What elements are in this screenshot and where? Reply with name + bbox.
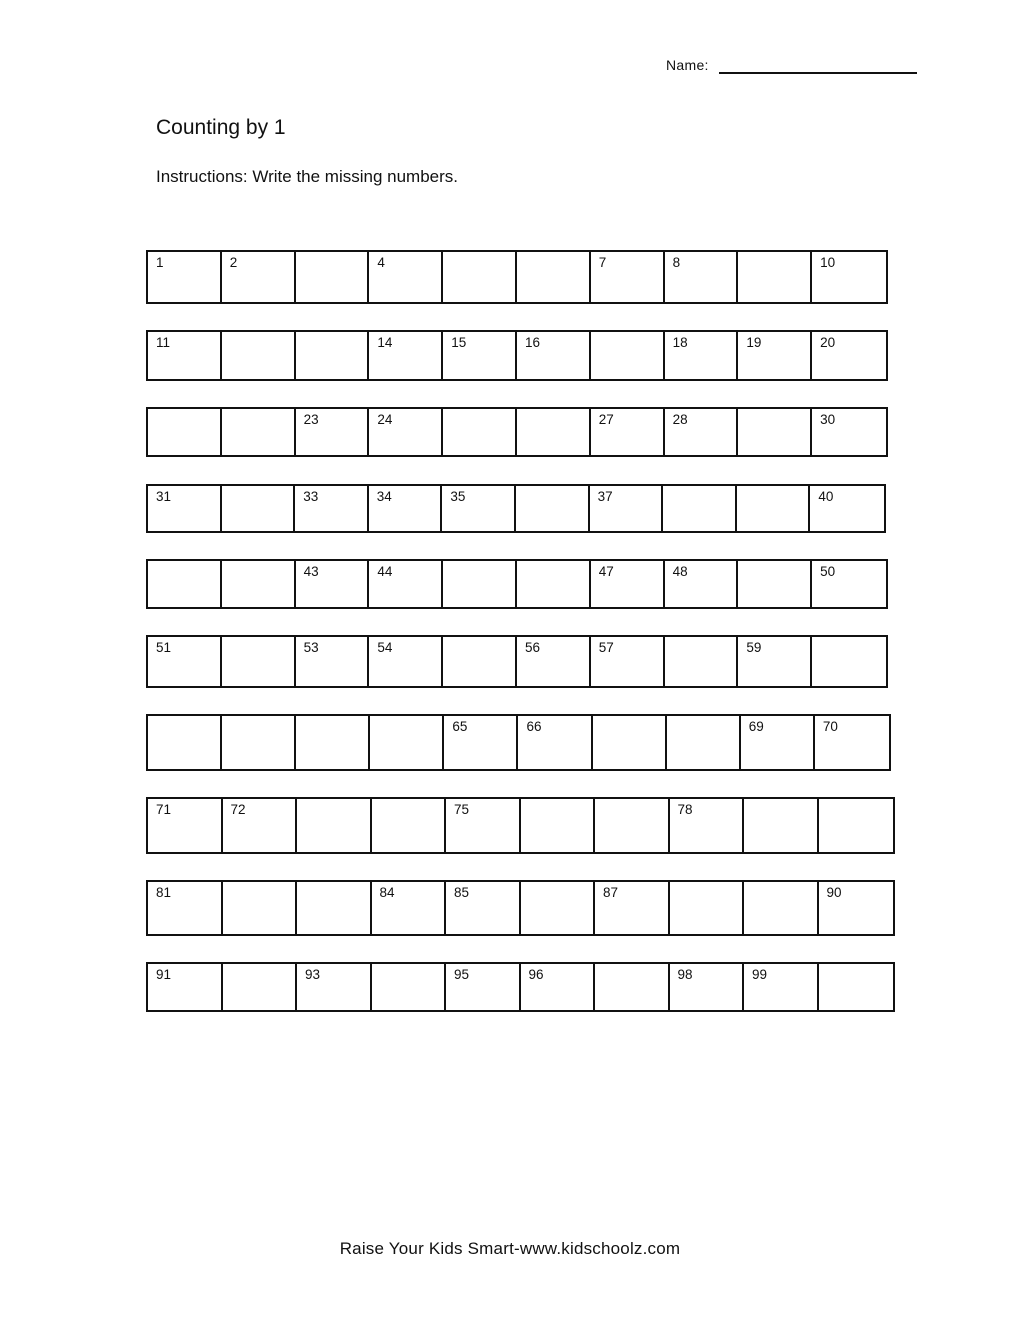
blank-number-cell[interactable] bbox=[222, 716, 296, 769]
number-cell: 2 bbox=[222, 252, 296, 302]
number-cell: 98 bbox=[670, 964, 745, 1010]
blank-number-cell[interactable] bbox=[819, 964, 894, 1010]
blank-number-cell[interactable] bbox=[738, 252, 812, 302]
number-cell: 69 bbox=[741, 716, 815, 769]
blank-number-cell[interactable] bbox=[738, 561, 812, 607]
number-cell: 7 bbox=[591, 252, 665, 302]
blank-number-cell[interactable] bbox=[744, 882, 819, 934]
number-cell: 70 bbox=[822, 719, 838, 734]
blank-number-cell[interactable] bbox=[296, 252, 370, 302]
blank-number-cell[interactable] bbox=[223, 882, 298, 934]
blank-number-cell[interactable] bbox=[370, 716, 444, 769]
name-blank-line[interactable] bbox=[719, 71, 917, 74]
grid-row bbox=[146, 330, 888, 381]
number-cell: 19 bbox=[738, 332, 812, 379]
blank-number-cell[interactable] bbox=[595, 799, 670, 852]
grid-row bbox=[146, 635, 888, 688]
number-cell: 31 bbox=[148, 486, 222, 531]
blank-number-cell[interactable] bbox=[667, 716, 741, 769]
blank-number-cell[interactable] bbox=[670, 882, 745, 934]
number-cell: 47 bbox=[591, 561, 665, 607]
blank-number-cell[interactable] bbox=[663, 486, 737, 531]
number-cell: 1 bbox=[148, 252, 222, 302]
number-cell: 44 bbox=[369, 561, 443, 607]
blank-number-cell[interactable] bbox=[148, 561, 222, 607]
blank-number-cell[interactable] bbox=[222, 409, 296, 455]
number-cell: 72 bbox=[223, 799, 298, 852]
number-cell: 78 bbox=[670, 799, 745, 852]
number-cell: 8 bbox=[665, 252, 739, 302]
blank-number-cell[interactable] bbox=[737, 486, 811, 531]
blank-number-cell[interactable] bbox=[521, 882, 596, 934]
blank-number-cell[interactable] bbox=[222, 637, 296, 686]
grid-row bbox=[146, 407, 888, 457]
number-cell: 75 bbox=[446, 799, 521, 852]
number-cell: 85 bbox=[446, 882, 521, 934]
number-cell: 91 bbox=[148, 964, 223, 1010]
number-cell: 51 bbox=[148, 637, 222, 686]
number-cell: 37 bbox=[590, 486, 664, 531]
number-cell: 4 bbox=[369, 252, 443, 302]
blank-number-cell[interactable] bbox=[595, 964, 670, 1010]
number-cell: 28 bbox=[665, 409, 739, 455]
blank-number-cell[interactable] bbox=[521, 799, 596, 852]
number-cell: 53 bbox=[296, 637, 370, 686]
blank-number-cell[interactable] bbox=[517, 409, 591, 455]
number-cell: 16 bbox=[517, 332, 591, 379]
number-cell: 48 bbox=[665, 561, 739, 607]
number-cell: 99 bbox=[744, 964, 819, 1010]
grid-row bbox=[146, 714, 891, 771]
blank-number-cell[interactable] bbox=[812, 637, 886, 686]
name-field bbox=[666, 56, 917, 74]
blank-number-cell[interactable] bbox=[223, 964, 298, 1010]
number-cell: 18 bbox=[665, 332, 739, 379]
number-cell: 57 bbox=[591, 637, 665, 686]
blank-number-cell[interactable] bbox=[443, 252, 517, 302]
blank-number-cell[interactable] bbox=[296, 332, 370, 379]
blank-number-cell[interactable] bbox=[744, 799, 819, 852]
number-cell: 87 bbox=[595, 882, 670, 934]
number-cell: 84 bbox=[372, 882, 447, 934]
blank-number-cell[interactable] bbox=[297, 799, 372, 852]
grid-row bbox=[146, 559, 888, 609]
grid-row bbox=[146, 962, 895, 1012]
instructions-text: Instructions: Write the missing numbers. bbox=[156, 167, 459, 186]
blank-number-cell[interactable] bbox=[517, 561, 591, 607]
number-cell: 50 bbox=[820, 564, 836, 579]
blank-number-cell[interactable] bbox=[372, 799, 447, 852]
number-cell: 35 bbox=[442, 486, 516, 531]
number-cell: 20 bbox=[820, 335, 836, 350]
number-cell: 15 bbox=[443, 332, 517, 379]
number-cell: 43 bbox=[296, 561, 370, 607]
grid-row bbox=[146, 880, 895, 936]
number-cell: 54 bbox=[369, 637, 443, 686]
blank-number-cell[interactable] bbox=[297, 882, 372, 934]
blank-number-cell[interactable] bbox=[819, 799, 894, 852]
grid-row bbox=[146, 484, 886, 533]
number-cell: 65 bbox=[444, 716, 518, 769]
number-cell: 95 bbox=[446, 964, 521, 1010]
number-cell: 33 bbox=[295, 486, 369, 531]
blank-number-cell[interactable] bbox=[148, 409, 222, 455]
number-cell: 66 bbox=[518, 716, 592, 769]
number-cell: 90 bbox=[826, 885, 842, 900]
number-cell: 11 bbox=[148, 332, 222, 379]
number-cell: 27 bbox=[591, 409, 665, 455]
blank-number-cell[interactable] bbox=[443, 409, 517, 455]
name-label: Name: bbox=[666, 57, 709, 73]
blank-number-cell[interactable] bbox=[665, 637, 739, 686]
number-cell: 59 bbox=[738, 637, 812, 686]
blank-number-cell[interactable] bbox=[443, 561, 517, 607]
number-cell: 24 bbox=[369, 409, 443, 455]
blank-number-cell[interactable] bbox=[517, 252, 591, 302]
number-cell: 40 bbox=[818, 489, 834, 504]
number-cell: 81 bbox=[148, 882, 223, 934]
number-cell: 96 bbox=[521, 964, 596, 1010]
blank-number-cell[interactable] bbox=[516, 486, 590, 531]
page-title: Counting by 1 bbox=[156, 116, 286, 139]
number-cell: 34 bbox=[369, 486, 443, 531]
blank-number-cell[interactable] bbox=[591, 332, 665, 379]
blank-number-cell[interactable] bbox=[372, 964, 447, 1010]
number-cell: 56 bbox=[517, 637, 591, 686]
blank-number-cell[interactable] bbox=[738, 409, 812, 455]
blank-number-cell[interactable] bbox=[148, 716, 222, 769]
footer-text: Raise Your Kids Smart-www.kidschoolz.com bbox=[339, 1239, 681, 1258]
number-cell: 23 bbox=[296, 409, 370, 455]
number-cell: 14 bbox=[369, 332, 443, 379]
number-cell: 10 bbox=[820, 255, 836, 270]
number-cell: 30 bbox=[820, 412, 836, 427]
blank-number-cell[interactable] bbox=[296, 716, 370, 769]
grid-row bbox=[146, 797, 895, 854]
number-cell: 71 bbox=[148, 799, 223, 852]
number-cell: 93 bbox=[297, 964, 372, 1010]
blank-number-cell[interactable] bbox=[222, 486, 296, 531]
blank-number-cell[interactable] bbox=[443, 637, 517, 686]
blank-number-cell[interactable] bbox=[222, 332, 296, 379]
blank-number-cell[interactable] bbox=[593, 716, 667, 769]
blank-number-cell[interactable] bbox=[222, 561, 296, 607]
grid-row bbox=[146, 250, 888, 304]
